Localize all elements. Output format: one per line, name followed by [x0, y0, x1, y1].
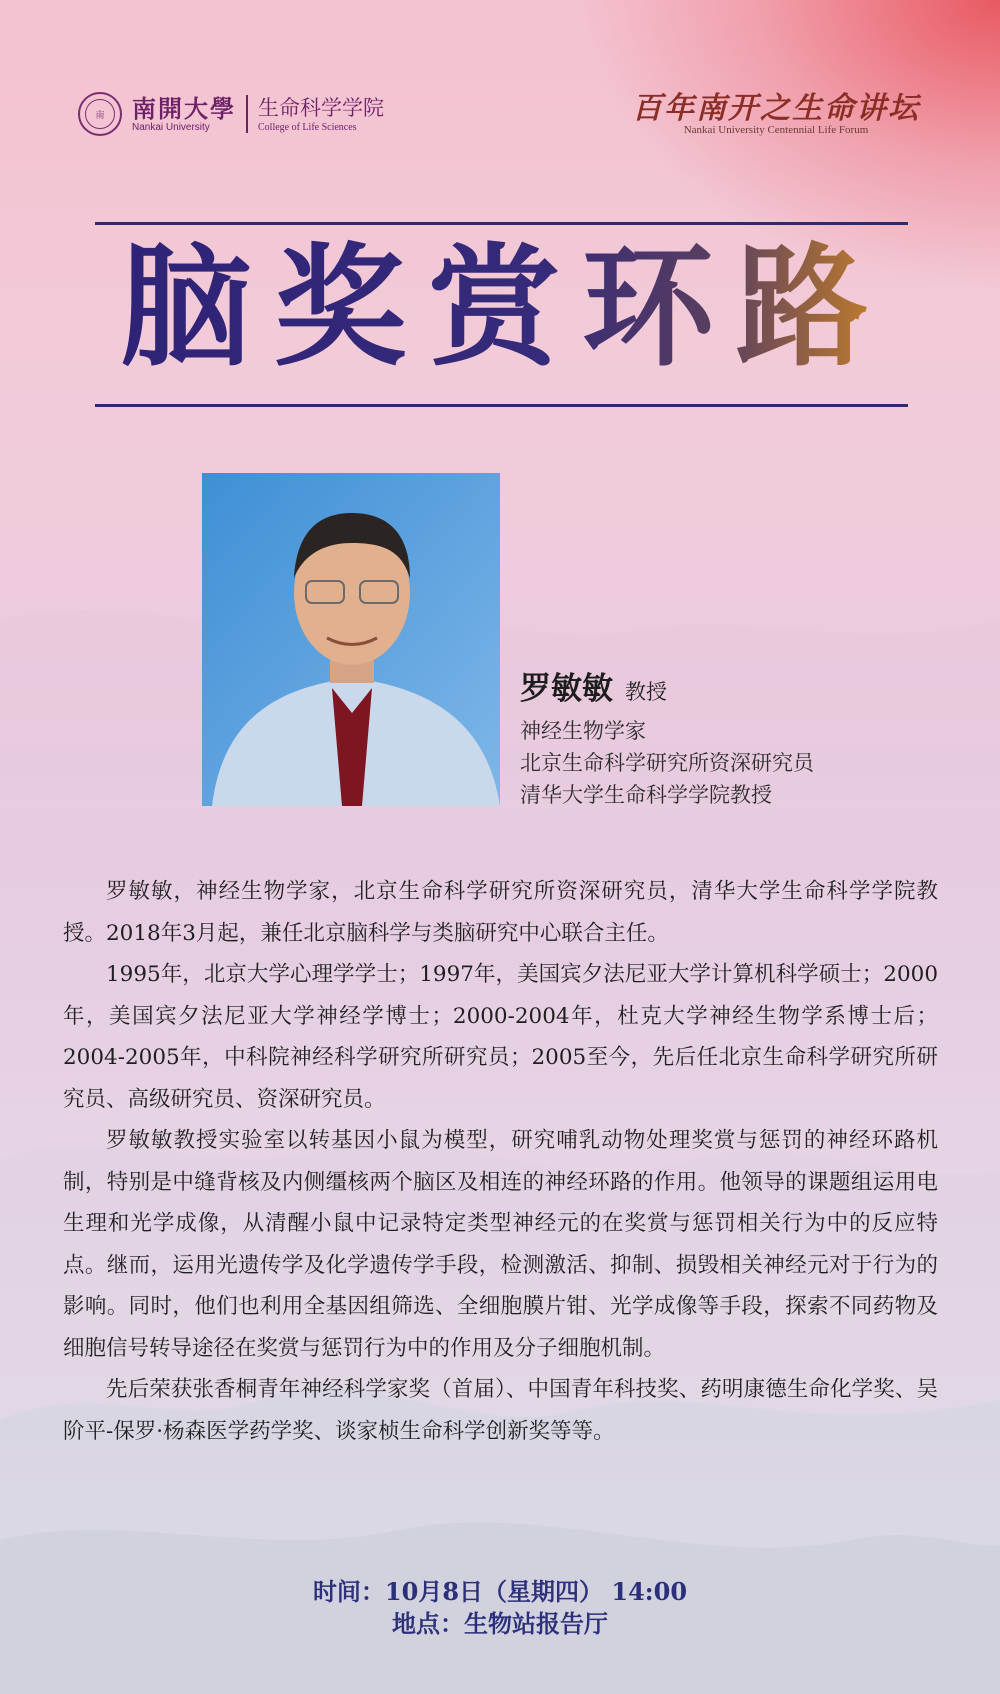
university-name-en: Nankai University [132, 121, 210, 133]
university-seal-icon: 南 [78, 92, 122, 136]
event-place: 地点：生物站报告厅 [392, 1609, 608, 1638]
header [0, 82, 1000, 152]
college-name-en: College of Life Sciences [258, 121, 357, 133]
university-name-cn: 南開大學 [132, 93, 236, 123]
speaker-photo [202, 473, 500, 806]
speaker-role: 北京生命科学研究所资深研究员 [520, 752, 814, 775]
speaker-title: 教授 [625, 681, 667, 704]
title-rule-bottom [95, 404, 908, 407]
speaker-role: 神经生物学家 [520, 720, 646, 743]
college-name-cn: 生命科学学院 [258, 96, 384, 120]
speaker-name: 罗敏敏 [520, 671, 613, 707]
lecture-title-text: 脑奖赏环路 [120, 231, 890, 375]
bio-paragraph: 罗敏敏教授实验室以转基因小鼠为模型，研究哺乳动物处理奖赏与惩罚的神经环路机制，特别是中缝背核及内侧缰核两个脑区及相连的神经环路的作用。他领导的课题组运用电生理和光学成像，从清醒小鼠中记录特定类型神经元的在奖赏与惩罚相关行为中的反应特点。继而，运用光遗传学及化学遗传学手段，检测激活、抑制、损毁相关神经元对于行为的影响。同时，他们也利用全基因组筛选、全细胞膜片钳、光学成像等手段，探索不同药物及细胞信号转导途径在奖赏与惩罚行为中的作用及分子细胞机制。 [63, 1128, 938, 1361]
forum-name-en: Nankai University Centennial Life Forum [683, 124, 869, 136]
nankai-logo [78, 92, 384, 136]
lecture-title [75, 225, 935, 375]
logo-divider [246, 95, 248, 133]
speaker-role: 清华大学生命科学学院教授 [520, 784, 772, 807]
speaker-biography [63, 871, 938, 1452]
event-time: 时间：10月8日（星期四） 14:00 [312, 1577, 688, 1606]
forum-logo [632, 92, 920, 136]
bio-paragraph: 先后荣获张香桐青年神经科学家奖（首届）、中国青年科技奖、药明康德生命化学奖、吴阶平-保罗·杨森医学药学奖、谈家桢生命科学创新奖等等。 [63, 1377, 938, 1444]
bio-paragraph: 1995年，北京大学心理学学士；1997年，美国宾夕法尼亚大学计算机科学硕士；2000年，美国宾夕法尼亚大学神经学博士；2000-2004年，杜克大学神经生物学系博士后；2004-2005年，中科院神经科学研究所研究员；2005至今，先后任北京生命科学研究所研究员、高级研究员、资深研究员。 [63, 962, 938, 1112]
bio-paragraph: 罗敏敏，神经生物学家，北京生命科学研究所资深研究员，清华大学生命科学学院教授。2018年3月起，兼任北京脑科学与类脑研究中心联合主任。 [63, 879, 938, 946]
speaker-info [520, 663, 814, 812]
forum-name-cn: 百年南开之生命讲坛 [632, 91, 920, 126]
